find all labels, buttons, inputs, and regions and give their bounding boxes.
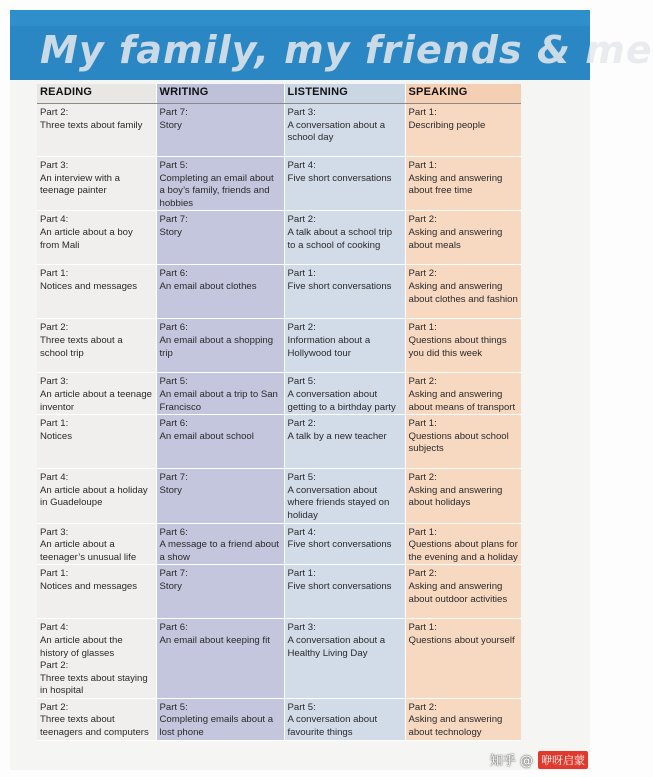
syllabus-table	[37, 84, 521, 741]
reading-cell	[37, 523, 156, 565]
part-label: Part 7:	[159, 472, 188, 484]
task-description: Asking and answering about means of transport	[408, 388, 516, 413]
part-label: Part 1:	[40, 418, 69, 430]
part-label: Part 4:	[287, 160, 316, 171]
part-label: Part 1:	[287, 268, 316, 280]
part-label: Part 1:	[408, 107, 437, 118]
table-row	[37, 523, 521, 565]
table-row	[37, 265, 521, 319]
task-description: Three texts about teenagers and computers	[40, 714, 149, 739]
table-row	[37, 373, 521, 415]
listening-cell	[284, 415, 405, 469]
writing-cell	[156, 698, 284, 740]
task-description: An article about a boy from Mali	[40, 226, 133, 251]
reading-cell	[37, 211, 156, 265]
task-description: A talk by a new teacher	[287, 430, 387, 442]
writing-cell	[156, 523, 284, 565]
task-description: Story	[159, 119, 182, 131]
writing-cell	[156, 373, 284, 415]
part-label: Part 2:	[40, 701, 69, 713]
task-description: An article about a teenage inventor	[40, 388, 153, 413]
speaking-cell	[405, 698, 521, 740]
writing-cell	[156, 265, 284, 319]
part-label: Part 2:	[287, 214, 316, 226]
part-label: Part 2:	[408, 701, 437, 713]
task-description: A conversation about getting to a birthday party	[287, 388, 396, 413]
part-label: Part 2:	[287, 322, 316, 334]
part-label: Part 4:	[40, 214, 69, 226]
task-description: An email about keeping fit	[159, 634, 270, 646]
task-description: A talk about a school trip to a school of cooking	[287, 226, 393, 251]
task-description: An email about clothes	[159, 280, 257, 292]
task-description: Questions about yourself	[408, 634, 515, 646]
part-label: Part 3:	[40, 160, 69, 171]
task-description: Story	[159, 580, 182, 592]
reading-cell	[37, 698, 156, 740]
writing-cell	[156, 104, 284, 157]
part-label: Part 4:	[40, 472, 69, 484]
table-row	[37, 319, 521, 373]
speaking-cell	[405, 415, 521, 469]
part-label: Part 6:	[159, 622, 188, 634]
task-description: A message to a friend about a show	[159, 539, 279, 563]
table-row	[37, 565, 521, 619]
task-description: An article about the history of glasses	[40, 634, 123, 659]
speaking-cell	[405, 104, 521, 157]
task-description: Notices and messages	[40, 280, 138, 292]
part-label: Part 1:	[408, 526, 437, 538]
header-speaking: SPEAKING	[405, 84, 521, 104]
task-description: Asking and answering about holidays	[408, 484, 503, 509]
task-description: A conversation about a Healthy Living Day	[287, 634, 386, 659]
reading-cell	[37, 619, 156, 699]
part-label: Part 4:	[287, 526, 316, 538]
part-label: Part 1:	[408, 322, 437, 334]
part-label: Part 6:	[159, 322, 188, 334]
listening-cell	[284, 565, 405, 619]
part-label: Part 1:	[287, 568, 316, 580]
speaking-cell	[405, 619, 521, 699]
listening-cell	[284, 319, 405, 373]
writing-cell	[156, 211, 284, 265]
table-row	[37, 104, 521, 157]
part-label: Part 6:	[159, 526, 188, 538]
part-label: Part 3:	[40, 526, 69, 538]
listening-cell	[284, 211, 405, 265]
task-description: Describing people	[408, 119, 486, 131]
task-description: A conversation about where friends stayed on holiday	[287, 484, 390, 521]
task-description: Questions about school subjects	[408, 430, 509, 455]
speaking-cell	[405, 373, 521, 415]
task-description: Completing an email about a boy’s family, friends and hobbies	[159, 172, 274, 209]
part-label: Part 6:	[159, 268, 188, 280]
writing-cell	[156, 565, 284, 619]
task-description: Completing emails about a lost phone	[159, 714, 274, 739]
part-label: Part 2:	[408, 214, 437, 226]
part-label: Part 5:	[159, 376, 188, 388]
part-label: Part 7:	[159, 568, 188, 580]
speaking-cell	[405, 265, 521, 319]
watermark-text: 知乎 @	[489, 754, 533, 769]
part-label: Part 3:	[287, 622, 316, 634]
speaking-cell	[405, 469, 521, 523]
speaking-cell	[405, 319, 521, 373]
part-label: Part 4:	[40, 622, 69, 634]
task-description: A conversation about a school day	[287, 119, 386, 144]
writing-cell	[156, 619, 284, 699]
task-description: An interview with a teenage painter	[40, 172, 120, 197]
task-description: Questions about plans for the evening and a holiday	[408, 539, 518, 563]
reading-cell	[37, 565, 156, 619]
writing-cell	[156, 157, 284, 211]
table-row	[37, 157, 521, 211]
task-description: Asking and answering about outdoor activities	[408, 580, 508, 605]
header-row	[37, 84, 521, 104]
part-label: Part 5:	[159, 701, 188, 713]
reading-cell	[37, 104, 156, 157]
table-row	[37, 619, 521, 699]
table-body	[37, 104, 521, 741]
task-description: Story	[159, 484, 182, 496]
task-description: An email about school	[159, 430, 254, 442]
part-label: Part 3:	[287, 107, 316, 118]
task-description: Five short conversations	[287, 539, 392, 551]
part-label: Part 6:	[159, 418, 188, 430]
watermark	[490, 750, 588, 769]
part-label: Part 2:	[287, 418, 316, 430]
listening-cell	[284, 523, 405, 565]
part-label: Part 1:	[408, 160, 437, 171]
part-label: Part 1:	[408, 418, 437, 430]
banner-title: My family, my friends & me	[40, 28, 653, 72]
part-label: Part 2:	[408, 568, 437, 580]
task-description: Asking and answering about meals	[408, 226, 503, 251]
task-description: Five short conversations	[287, 280, 392, 292]
header-listening: LISTENING	[284, 84, 405, 104]
task-description: Three texts about a school trip	[40, 334, 123, 359]
part-label: Part 1:	[40, 568, 69, 580]
part-label: Part 2:	[40, 107, 69, 118]
task-description: Asking and answering about clothes and fashion	[408, 280, 518, 305]
speaking-cell	[405, 565, 521, 619]
header-writing: WRITING	[156, 84, 284, 104]
part-label: Part 2:	[40, 322, 69, 334]
speaking-cell	[405, 523, 521, 565]
part-label: Part 7:	[159, 107, 188, 118]
task-description: An article about a holiday in Guadeloupe	[40, 484, 148, 509]
part-label: Part 5:	[287, 472, 316, 484]
listening-cell	[284, 104, 405, 157]
part-label: Part 5:	[287, 376, 316, 388]
task-description: Notices and messages	[40, 580, 138, 592]
writing-cell	[156, 415, 284, 469]
writing-cell	[156, 319, 284, 373]
table-row	[37, 698, 521, 740]
chapter-banner	[10, 26, 653, 80]
task-description: An email about a trip to San Francisco	[159, 388, 278, 413]
watermark-badge: 咿呀启蒙	[538, 751, 588, 769]
task-description: Notices	[40, 430, 72, 442]
task-description: Five short conversations	[287, 172, 392, 184]
writing-cell	[156, 469, 284, 523]
listening-cell	[284, 265, 405, 319]
task-description: Three texts about staying in hospital	[40, 672, 148, 697]
part-label: Part 2:	[408, 268, 437, 280]
task-description: Asking and answering about free time	[408, 172, 503, 197]
listening-cell	[284, 469, 405, 523]
task-description: Information about a Hollywood tour	[287, 334, 371, 359]
listening-cell	[284, 619, 405, 699]
listening-cell	[284, 373, 405, 415]
part-label: Part 1:	[40, 268, 69, 280]
task-description: An email about a shopping trip	[159, 334, 274, 359]
part-label: Part 2:	[408, 472, 437, 484]
speaking-cell	[405, 157, 521, 211]
part-label: Part 2:	[40, 660, 69, 672]
top-color-band	[10, 10, 590, 26]
task-description: Three texts about family	[40, 119, 143, 131]
table-row	[37, 469, 521, 523]
part-label: Part 5:	[287, 701, 316, 713]
reading-cell	[37, 415, 156, 469]
reading-cell	[37, 265, 156, 319]
listening-cell	[284, 698, 405, 740]
part-label: Part 3:	[40, 376, 69, 388]
speaking-cell	[405, 211, 521, 265]
header-reading: READING	[37, 84, 156, 104]
reading-cell	[37, 157, 156, 211]
part-label: Part 2:	[408, 376, 437, 388]
part-label: Part 5:	[159, 160, 188, 171]
table-row	[37, 415, 521, 469]
task-description: Five short conversations	[287, 580, 392, 592]
reading-cell	[37, 469, 156, 523]
part-label: Part 7:	[159, 214, 188, 226]
task-description: Questions about things you did this week	[408, 334, 507, 359]
task-description: Story	[159, 226, 182, 238]
part-label: Part 1:	[408, 622, 437, 634]
task-description: A conversation about favourite things	[287, 714, 378, 739]
task-description: Asking and answering about technology	[408, 714, 503, 739]
task-description: An article about a teenager’s unusual life	[40, 539, 137, 563]
listening-cell	[284, 157, 405, 211]
reading-cell	[37, 373, 156, 415]
table-row	[37, 211, 521, 265]
reading-cell	[37, 319, 156, 373]
